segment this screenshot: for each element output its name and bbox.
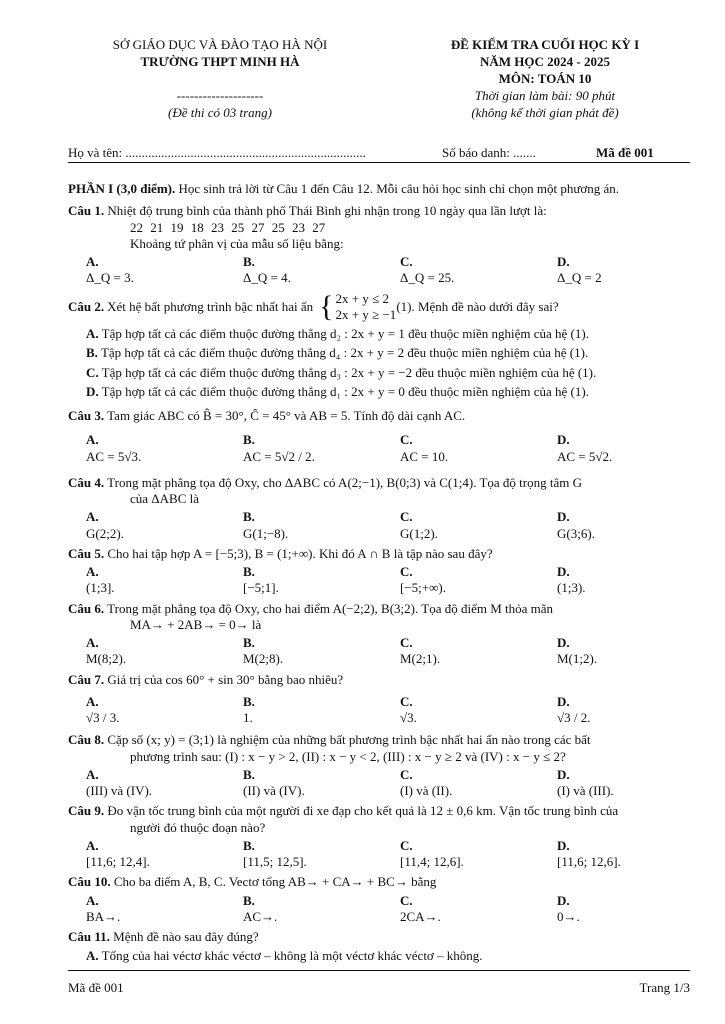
question-text: Đo vận tốc trung bình của một người đi xe đạp cho kết quả là 12 ± 0,6 km. Vận tốc trung bình của — [104, 803, 619, 819]
options — [68, 635, 692, 668]
option-c[interactable]: C. (I) và (II). — [400, 766, 453, 798]
options — [68, 838, 692, 871]
option-c[interactable]: C. Δ_Q = 25. — [400, 254, 455, 286]
question-text: Giá trị của cos 60° + sin 30° bằng bao nhiêu? — [104, 671, 344, 687]
option-a[interactable]: A. Tổng của hai véctơ khác véctơ – không là một véctơ khác véctơ – không. — [86, 948, 483, 964]
system-brace: { — [319, 289, 334, 323]
question-11 — [68, 929, 692, 965]
option-a[interactable]: A. √3 / 3. — [86, 693, 120, 725]
page-number: Trang 1/3 — [639, 980, 690, 995]
question-text: Trong mặt phẳng tọa độ Oxy, cho hai điểm A(−2;2), B(3;2). Tọa độ điểm M thỏa mãn — [104, 600, 554, 616]
question-subtext: Khoảng tứ phân vị của mẫu số liệu bằng: — [130, 235, 344, 251]
candidate-number-field: Số báo danh: ....... — [442, 145, 536, 160]
question-text: Cho ba điểm A, B, C. Vectơ tổng AB→ + CA→ + BC→ bằng — [110, 874, 437, 890]
options — [68, 694, 692, 727]
footer-exam-code: Mã đề 001 — [68, 980, 124, 995]
data-values: 22 21 19 18 23 25 27 25 23 27 — [130, 219, 326, 235]
question-tail: (1). Mệnh đề nào dưới đây sai? — [396, 298, 559, 314]
time-limit: Thời gian làm bài: 90 phút — [474, 88, 616, 103]
part-instruction: Học sinh trả lời từ Câu 1 đến Câu 12. Mỗi câu hỏi học sinh chỉ chọn một phương án. — [175, 181, 620, 196]
student-id-line — [68, 145, 688, 161]
footer-rule — [68, 970, 690, 971]
question-label: Câu 8. — [68, 732, 105, 748]
option-d[interactable]: D. M(1;2). — [557, 635, 598, 667]
inequality-2: 2x + y ≥ −1 — [335, 306, 397, 322]
exam-header — [60, 36, 670, 126]
question-text: Xét hệ bất phương trình bậc nhất hai ẩn — [107, 298, 314, 314]
question-7 — [68, 672, 692, 727]
question-label: Câu 7. — [68, 671, 105, 687]
option-d[interactable]: D. [11,6; 12,6]. — [557, 837, 621, 869]
option-a[interactable]: A. (III) và (IV). — [86, 766, 153, 798]
inequality-system — [336, 291, 397, 324]
question-3 — [68, 408, 692, 465]
question-6 — [68, 601, 692, 668]
question-text: Tam giác ABC có B̂ = 30°, Ĉ = 45° và AB = 5. Tính độ dài cạnh AC. — [104, 408, 466, 423]
option-d[interactable]: D. √3 / 2. — [557, 693, 591, 725]
option-a[interactable]: A. G(2;2). — [86, 509, 124, 541]
question-label: Câu 2. — [68, 298, 105, 314]
id-line-rule — [68, 162, 690, 163]
question-text: Trong mặt phẳng tọa độ Oxy, cho ΔABC có A(2;−1), B(0;3) và C(1;4). Tọa độ trọng tâm G — [104, 474, 582, 490]
option-c[interactable]: C. Tập hợp tất cả các điểm thuộc đường thẳng d₃ : 2x + y = −2 đều thuộc miền nghiệm của hệ (1). — [86, 364, 597, 380]
option-c[interactable]: C. √3. — [400, 693, 417, 725]
question-label: Câu 3. — [68, 408, 105, 423]
question-10 — [68, 874, 692, 925]
options — [68, 564, 692, 597]
options — [68, 893, 692, 926]
question-label: Câu 1. — [68, 203, 105, 219]
options — [68, 254, 692, 287]
student-name-field: Họ và tên: .......................................................................... — [68, 145, 366, 160]
question-label: Câu 11. — [68, 929, 110, 944]
options — [68, 767, 692, 800]
question-1 — [68, 203, 692, 286]
option-a[interactable]: A. AC = 5√3. — [86, 432, 142, 464]
question-text-cont: MA→ + 2AB→ = 0→ là — [130, 616, 262, 632]
question-text-cont: phương trình sau: (I) : x − y > 2, (II) : x − y < 2, (III) : x − y ≥ 2 và (IV) : x − y ≤ 2? — [130, 748, 566, 764]
question-text-cont: người đó thuộc đoạn nào? — [130, 819, 266, 835]
option-d[interactable]: D. G(3;6). — [557, 509, 595, 541]
option-a[interactable]: A. (1;3]. — [86, 564, 115, 596]
question-label: Câu 9. — [68, 803, 105, 819]
option-c[interactable]: C. [−5;+∞). — [400, 564, 446, 596]
option-b[interactable]: B. G(1;−8). — [243, 509, 289, 541]
option-c[interactable]: C. M(2;1). — [400, 635, 441, 667]
part-title: PHẦN I (3,0 điểm). — [68, 181, 176, 196]
option-c[interactable]: C. [11,4; 12,6]. — [400, 837, 464, 869]
option-c[interactable]: C. AC = 10. — [400, 432, 449, 464]
option-d[interactable]: D. Tập hợp tất cả các điểm thuộc đường thẳng d₁ : 2x + y = 0 đều thuộc miền nghiệm của hệ (1). — [86, 383, 589, 399]
part1-heading — [68, 181, 692, 197]
option-b[interactable]: B. [−5;1]. — [243, 564, 279, 596]
option-a[interactable]: A. Tập hợp tất cả các điểm thuộc đường thẳng d₂ : 2x + y = 1 đều thuộc miền nghiệm của hệ (1). — [86, 326, 589, 341]
question-label: Câu 5. — [68, 545, 105, 561]
option-a[interactable]: A. BA→. — [86, 892, 121, 924]
question-5 — [68, 546, 692, 597]
option-a[interactable]: A. M(8;2). — [86, 635, 127, 667]
question-4 — [68, 475, 692, 542]
question-label: Câu 4. — [68, 474, 105, 490]
option-b[interactable]: B. Tập hợp tất cả các điểm thuộc đường thẳng d₄ : 2x + y = 2 đều thuộc miền nghiệm của hệ (1). — [86, 345, 589, 361]
inequality-1: 2x + y ≤ 2 — [335, 290, 389, 306]
question-2 — [68, 291, 692, 401]
option-b[interactable]: B. Δ_Q = 4. — [243, 254, 291, 286]
exam-title: ĐỀ KIỂM TRA CUỐI HỌC KỲ I — [450, 37, 640, 52]
option-c[interactable]: C. 2CA→. — [400, 892, 441, 924]
option-b[interactable]: B. AC→. — [243, 892, 278, 924]
option-b[interactable]: B. 1. — [243, 693, 255, 725]
option-b[interactable]: B. M(2;8). — [243, 635, 284, 667]
options — [68, 509, 692, 542]
exam-content — [68, 181, 692, 968]
option-d[interactable]: D. 0→. — [557, 892, 580, 924]
school-block — [60, 36, 380, 121]
option-a[interactable]: A. Δ_Q = 3. — [86, 254, 134, 286]
question-8 — [68, 732, 692, 799]
divider-dashes: -------------------- — [176, 88, 264, 103]
question-9 — [68, 803, 692, 870]
time-note: (không kể thời gian phát đề) — [471, 105, 619, 120]
option-d[interactable]: D. (1;3). — [557, 564, 586, 596]
question-text: Mệnh đề nào sau đây đúng? — [109, 929, 259, 944]
option-a[interactable]: A. [11,6; 12,4]. — [86, 837, 150, 869]
option-d[interactable]: D. AC = 5√2. — [557, 432, 613, 464]
option-d[interactable]: D. (I) và (III). — [557, 766, 614, 798]
option-b[interactable]: B. (II) và (IV). — [243, 766, 305, 798]
option-d[interactable]: D. Δ_Q = 2 — [557, 254, 602, 286]
department-name: SỞ GIÁO DỤC VÀ ĐÀO TẠO HÀ NỘI — [112, 37, 328, 52]
option-c[interactable]: C. G(1;2). — [400, 509, 438, 541]
school-name: TRƯỜNG THPT MINH HÀ — [140, 54, 300, 69]
question-text: Cho hai tập hợp A = [−5;3), B = (1;+∞). Khi đó A ∩ B là tập nào sau đây? — [104, 545, 493, 561]
question-label: Câu 10. — [68, 874, 111, 890]
subject: MÔN: TOÁN 10 — [498, 71, 592, 86]
school-year: NĂM HỌC 2024 - 2025 — [480, 54, 610, 69]
page-count-note: (Đề thi có 03 trang) — [168, 105, 272, 120]
option-b[interactable]: B. [11,5; 12,5]. — [243, 837, 307, 869]
exam-info-block — [420, 36, 670, 121]
question-text: Cặp số (x; y) = (3;1) là nghiệm của những bất phương trình bậc nhất hai ẩn nào trong các bất — [104, 732, 591, 748]
option-b[interactable]: B. AC = 5√2 / 2. — [243, 432, 315, 464]
exam-code: Mã đề 001 — [596, 145, 654, 160]
options — [68, 432, 692, 465]
question-label: Câu 6. — [68, 600, 105, 616]
question-text: Nhiệt độ trung bình của thành phố Thái Bình ghi nhận trong 10 ngày qua lần lượt là: — [104, 203, 547, 219]
question-text-cont: của ΔABC là — [130, 491, 200, 506]
